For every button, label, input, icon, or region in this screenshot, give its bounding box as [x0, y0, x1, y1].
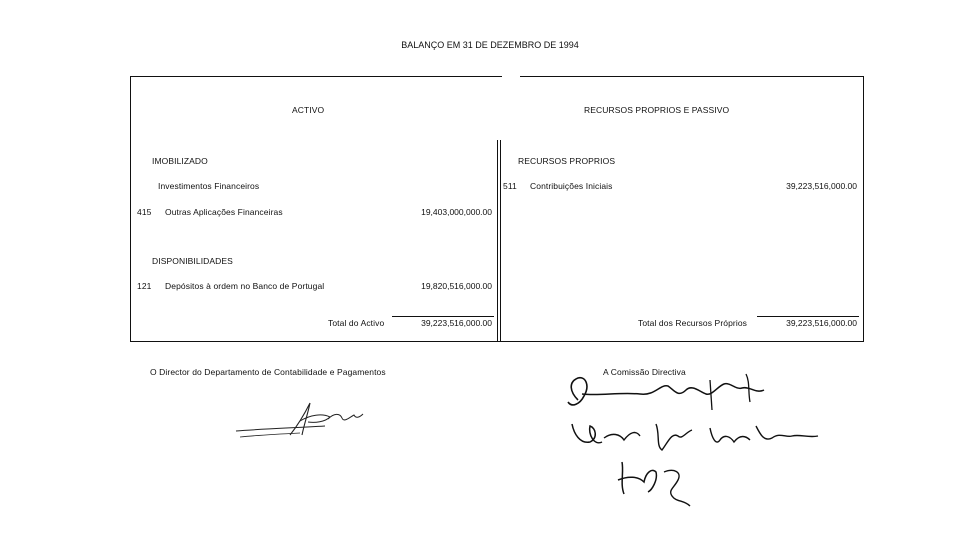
passivo-total-amount: 39,223,516,000.00: [786, 318, 857, 328]
activo-item-amount: 19,403,000,000.00: [421, 207, 492, 217]
activo-item-code: 415: [137, 207, 152, 217]
document-title: BALANÇO EM 31 DE DEZEMBRO DE 1994: [401, 40, 579, 50]
activo-total-amount: 39,223,516,000.00: [421, 318, 492, 328]
top-rule-right: [520, 76, 864, 77]
passivo-section-heading: RECURSOS PROPRIOS: [518, 156, 616, 166]
passivo-item-amount: 39,223,516,000.00: [786, 181, 857, 191]
left-border: [130, 76, 131, 341]
left-signatory-caption: O Director do Departamento de Contabilidade e Pagamentos: [150, 367, 386, 377]
right-signatory-caption: A Comissão Directiva: [603, 367, 686, 377]
activo-item-amount: 19,820,516,000.00: [421, 281, 492, 291]
bottom-rule: [130, 341, 864, 342]
passivo-total-rule: [757, 316, 859, 317]
right-border: [863, 76, 864, 341]
passivo-total-label: Total dos Recursos Próprios: [638, 318, 747, 328]
activo-subheading: Investimentos Financeiros: [158, 181, 260, 191]
top-rule-left: [130, 76, 502, 77]
activo-section-heading: IMOBILIZADO: [152, 156, 208, 166]
activo-header: ACTIVO: [292, 105, 325, 115]
activo-item-label: Depósitos à ordem no Banco de Portugal: [165, 281, 325, 291]
commission-signatures: [560, 372, 840, 522]
activo-total-label: Total do Activo: [328, 318, 385, 328]
activo-section-heading: DISPONIBILIDADES: [152, 256, 233, 266]
passivo-item-code: 511: [503, 181, 517, 191]
activo-total-rule: [392, 316, 494, 317]
center-divider-b: [500, 140, 501, 341]
center-divider-a: [497, 140, 498, 341]
passivo-item-label: Contribuições Iniciais: [530, 181, 613, 191]
activo-item-code: 121: [137, 281, 152, 291]
director-signature: [230, 395, 370, 445]
passivo-header: RECURSOS PROPRIOS E PASSIVO: [584, 105, 730, 115]
activo-item-label: Outras Aplicações Financeiras: [165, 207, 283, 217]
